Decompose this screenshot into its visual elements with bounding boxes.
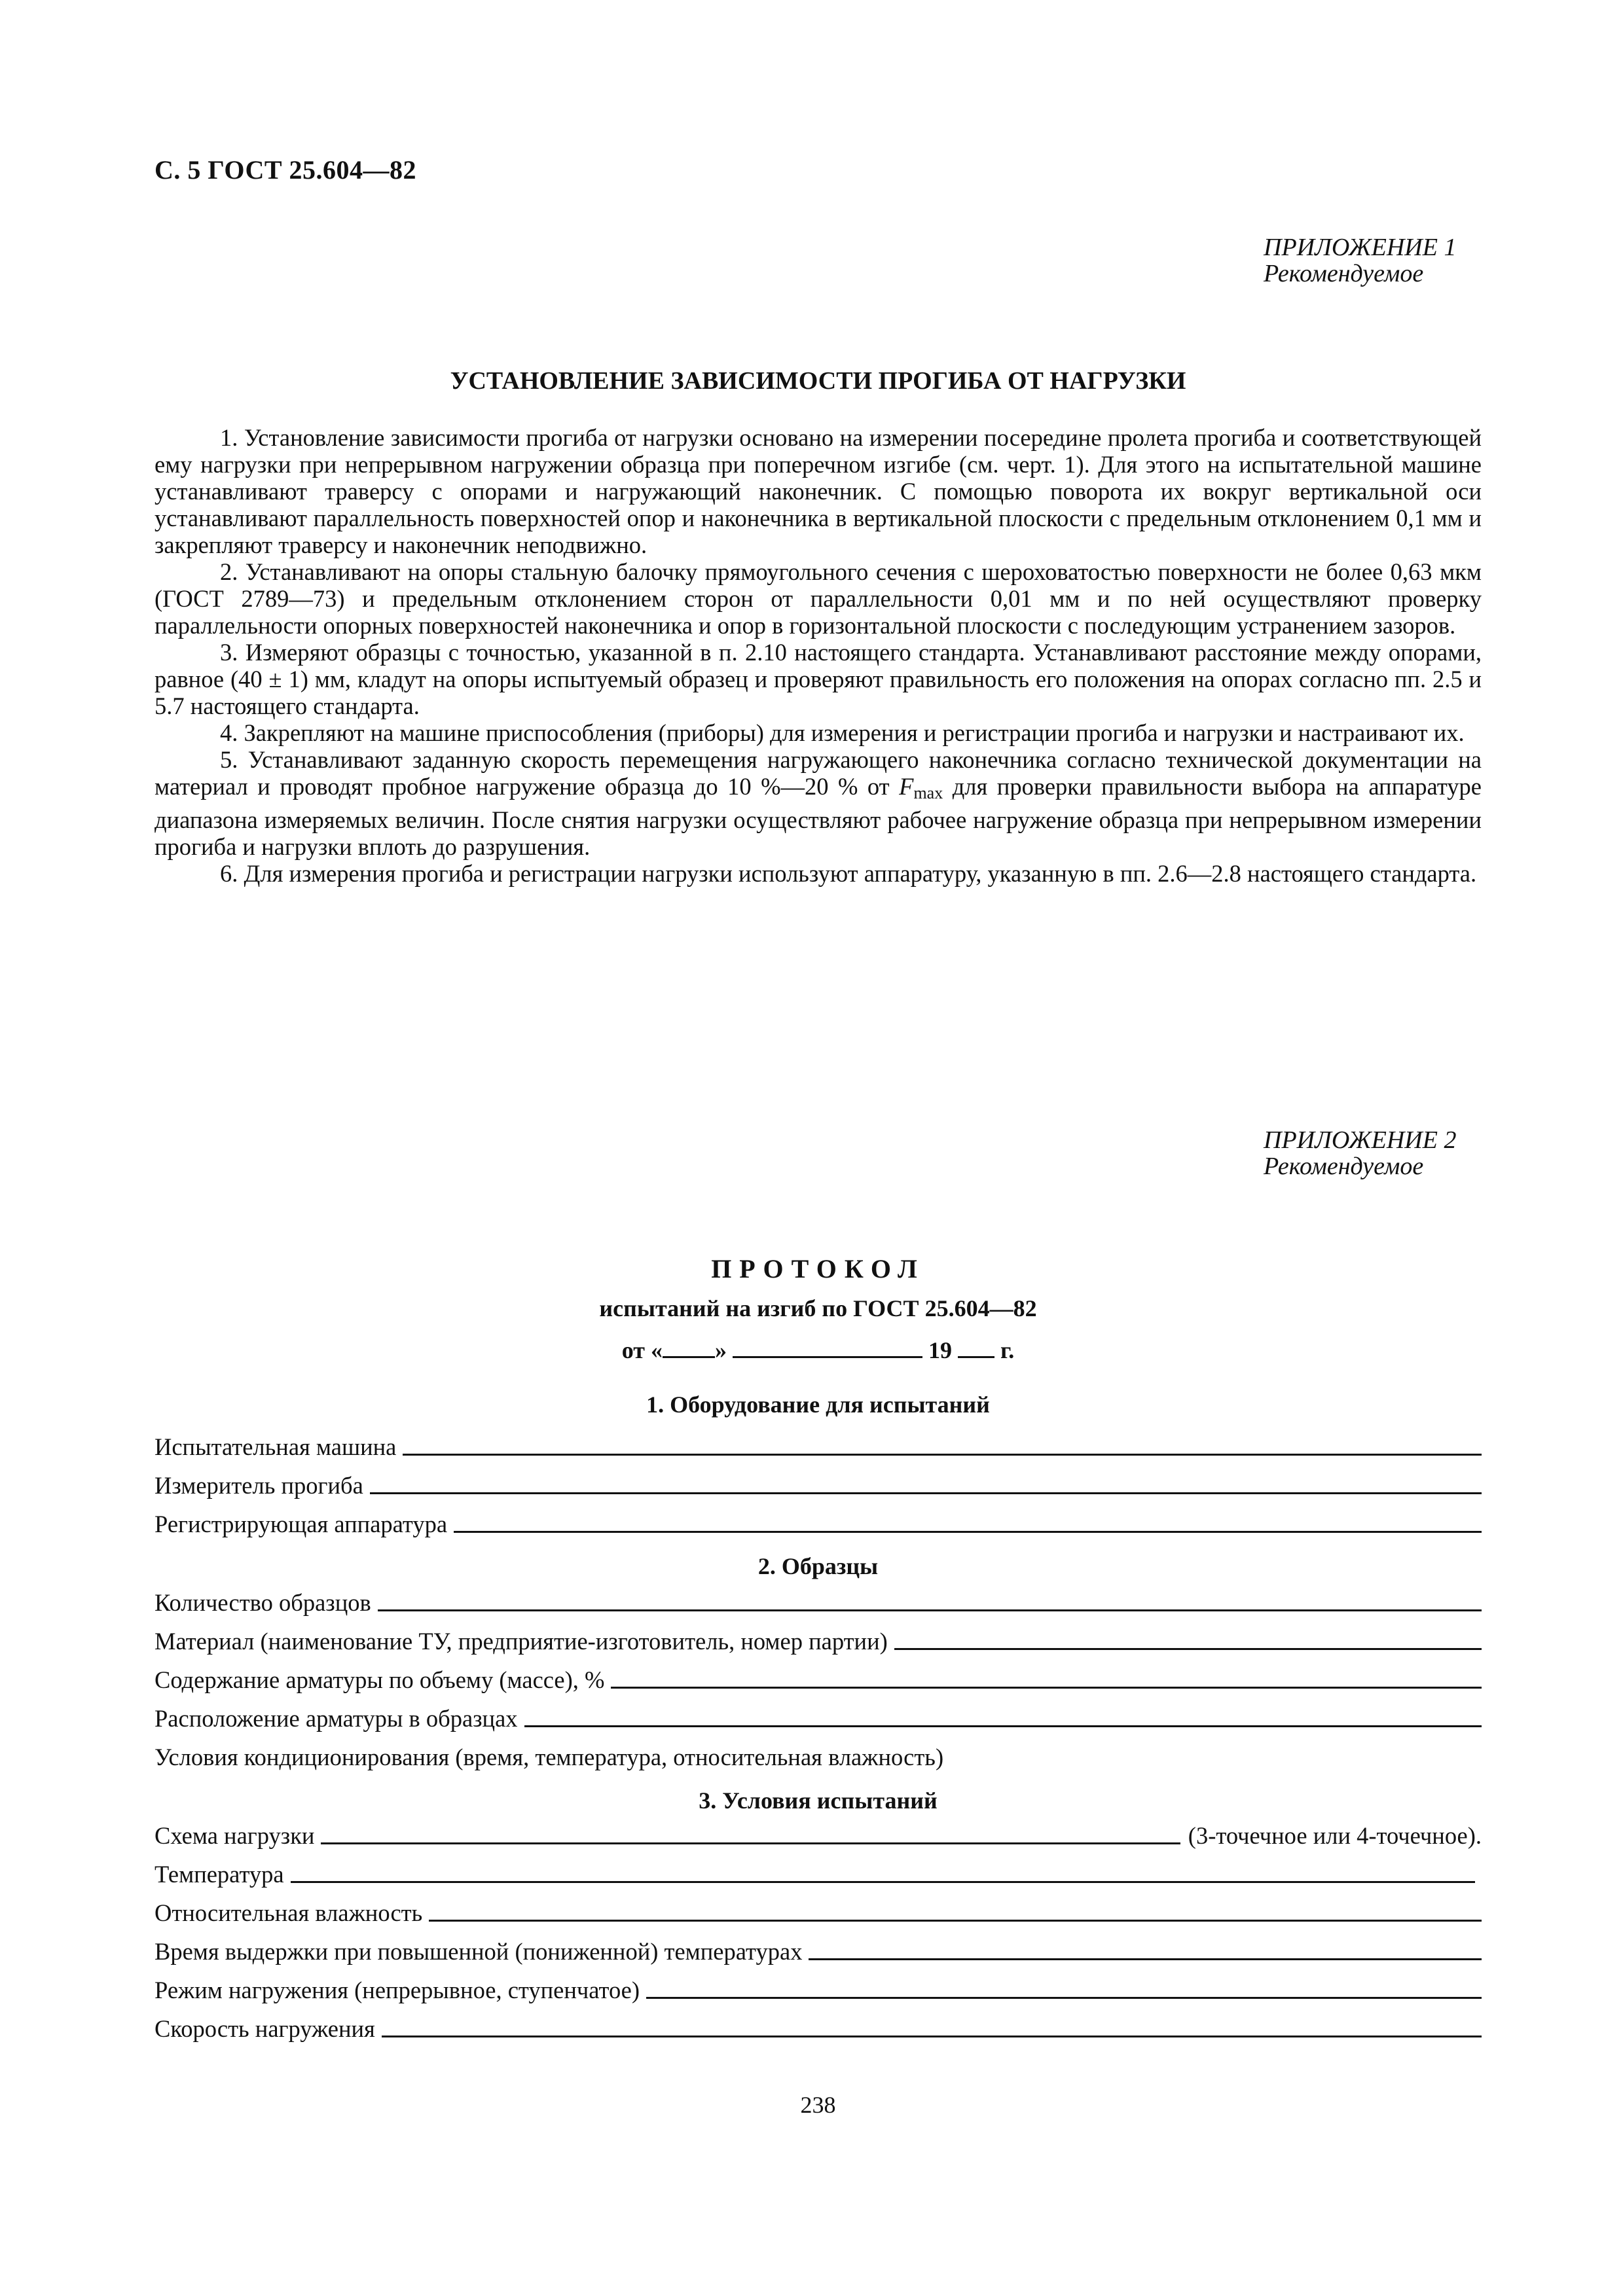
appendix-2-note: Рекомендуемое [1264, 1153, 1424, 1180]
group-title-equipment: 1. Оборудование для испытаний [646, 1391, 990, 1418]
date-month-blank [733, 1335, 922, 1358]
f-max-subscript: max [913, 783, 943, 802]
field-label: Количество образцов [155, 1589, 371, 1616]
field-blank-line [321, 1842, 1180, 1844]
date-year: 19 [928, 1337, 952, 1363]
field-blank-line [524, 1725, 1482, 1727]
field-label: Измеритель прогиба [155, 1472, 363, 1499]
paragraph-6: 6. Для измерения прогиба и регистрации нагрузки используют аппаратуру, указанную в пп. 2.6—2.8 настоящего стандарта. [220, 860, 1477, 887]
appendix-1-label: ПРИЛОЖЕНИЕ 1 [1264, 234, 1457, 261]
field-label: Испытательная машина [155, 1433, 397, 1460]
field-label: Условия кондиционирования (время, температура, относительная влажность) [155, 1744, 944, 1770]
field-temperature[interactable] [155, 1858, 1475, 1888]
field-blank-line [454, 1530, 1482, 1533]
field-blank-line [429, 1919, 1482, 1922]
paragraph-1: 1. Установление зависимости прогиба от нагрузки основано на измерении посередине пролета прогиба и соответствующей ему нагрузки при непрерывном нагружении образца при поперечном изгибе (см. черт. 1). Для этого на испытательной машине устанавливают траверсу с опорами и нагружающий наконечник. С помощью поворота их вокруг вертикальной оси устанавливают параллельность поверхностей опор и наконечника в вертикальной плоскости с предельным отклонением 0,1 мм и закрепляют траверсу и наконечник неподвижно. [155, 424, 1482, 558]
field-label: Расположение арматуры в образцах [155, 1705, 518, 1732]
field-blank-line [646, 1996, 1482, 1999]
appendix-2-label-block [1264, 1127, 1473, 1179]
field-blank-line [370, 1492, 1482, 1494]
field-blank-line [403, 1453, 1482, 1456]
appendix-1-body [155, 424, 1482, 887]
field-loading-speed[interactable] [155, 2013, 1482, 2043]
field-label: Относительная влажность [155, 1899, 423, 1926]
group-title-test-conditions: 3. Условия испытаний [699, 1787, 938, 1814]
protocol-subtitle: испытаний на изгиб по ГОСТ 25.604—82 [599, 1295, 1037, 1321]
field-blank-line [382, 2035, 1482, 2037]
page-number: 238 [800, 2092, 836, 2118]
field-suffix: (3-точечное или 4-точечное). [1188, 1822, 1482, 1849]
field-blank-line [809, 1958, 1482, 1960]
protocol-date-line [155, 1335, 1482, 1364]
field-blank-line [378, 1609, 1482, 1611]
field-label: Температура [155, 1861, 284, 1888]
field-sample-count[interactable] [155, 1587, 1482, 1617]
paragraph-3: 3. Измеряют образцы с точностью, указанной в п. 2.10 настоящего стандарта. Устанавливают расстояние между опорами, равное (40 ± 1) мм, кладут на опоры испытуемый образец и проверяют правильность его положения на опорах согласно пп. 2.5 и 5.7 настоящего стандарта. [155, 639, 1482, 719]
field-material[interactable] [155, 1625, 1482, 1655]
field-test-machine[interactable] [155, 1431, 1482, 1461]
date-quote-close: » [714, 1337, 727, 1363]
field-label: Содержание арматуры по объему (массе), % [155, 1666, 605, 1693]
field-blank-line [894, 1647, 1482, 1650]
appendix-2-label: ПРИЛОЖЕНИЕ 2 [1264, 1126, 1457, 1154]
appendix-1-note: Рекомендуемое [1264, 260, 1424, 287]
field-label: Материал (наименование ТУ, предприятие-изготовитель, номер партии) [155, 1628, 888, 1655]
field-deflection-meter[interactable] [155, 1469, 1482, 1499]
field-label: Режим нагружения (непрерывное, ступенчатое) [155, 1977, 640, 2003]
paragraph-5-before: 5. Устанавливают заданную скорость перемещения нагружающего наконечника согласно технической документации на материал и проводят пробное нагружение образца до 10 %—20 % от [155, 746, 1482, 800]
field-label: Регистрирующая аппаратура [155, 1511, 448, 1537]
field-holding-time[interactable] [155, 1935, 1482, 1965]
field-loading-mode[interactable] [155, 1974, 1482, 2004]
field-label: Время выдержки при повышенной (пониженной) температурах [155, 1938, 803, 1965]
paragraph-4: 4. Закрепляют на машине приспособления (приборы) для измерения и регистрации прогиба и нагрузки и настраивают их. [220, 719, 1465, 746]
paragraph-5-after: для проверки правильности выбора на аппаратуре диапазона измеряемых величин. После снятия нагрузки осуществляют рабочее нагружение образца при непрерывном измерении прогиба и нагрузки вплоть до разрушения. [155, 773, 1482, 860]
field-label: Скорость нагружения [155, 2015, 375, 2042]
appendix-1-title: УСТАНОВЛЕНИЕ ЗАВИСИМОСТИ ПРОГИБА ОТ НАГРУЗКИ [450, 367, 1186, 395]
field-load-scheme[interactable] [155, 1820, 1482, 1850]
field-label: Схема нагрузки [155, 1822, 315, 1849]
field-conditioning[interactable] [155, 1741, 1482, 1771]
date-prefix: от « [621, 1337, 663, 1363]
date-day-blank [663, 1335, 715, 1358]
paragraph-5 [155, 746, 1482, 860]
f-max-symbol: F [899, 773, 914, 800]
field-blank-line [611, 1686, 1482, 1689]
protocol-title: ПРОТОКОЛ [711, 1254, 925, 1283]
field-relative-humidity[interactable] [155, 1897, 1482, 1927]
date-year-blank [958, 1335, 994, 1358]
field-reinforcement-content[interactable] [155, 1664, 1482, 1694]
field-reinforcement-layout[interactable] [155, 1702, 1482, 1732]
paragraph-2: 2. Устанавливают на опоры стальную балочку прямоугольного сечения с шероховатостью поверхности не более 0,63 мкм (ГОСТ 2789—73) и предельным отклонением сторон от параллельности 0,01 мм и по ней осуществляют проверку параллельности опорных поверхностей наконечника и опор в горизонтальной плоскости с последующим устранением зазоров. [155, 558, 1482, 639]
field-blank-line [291, 1880, 1475, 1883]
field-recording-equipment[interactable] [155, 1508, 1482, 1538]
group-title-samples: 2. Образцы [757, 1553, 879, 1579]
page-header: С. 5 ГОСТ 25.604—82 [155, 155, 417, 185]
date-suffix: г. [1000, 1337, 1015, 1363]
appendix-1-label-block [1264, 234, 1473, 287]
